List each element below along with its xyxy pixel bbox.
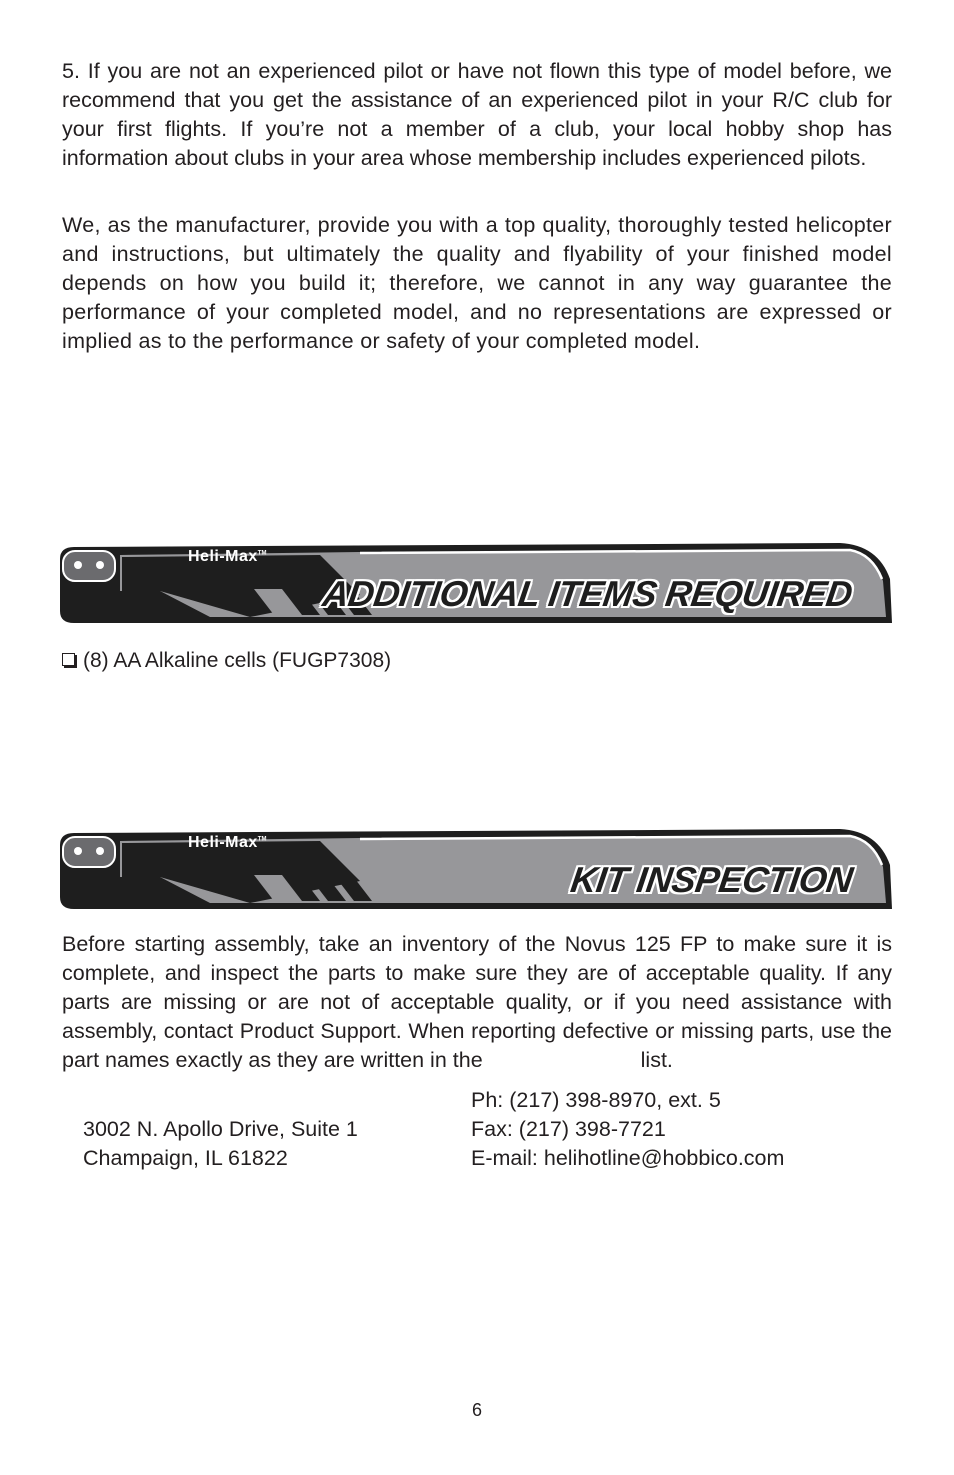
fax-number: Fax: (217) 398-7721 [471,1117,666,1141]
contact-details [471,1086,784,1173]
blade-hole-icon [74,847,82,855]
paragraph-experienced-pilot: 5. If you are not an experienced pilot or have not flown this type of model before, we recommend that you get the assistance of an experienced pilot in your R/C club for your first flights. If you’re not a member of a club, your local hobby shop has information about clubs in your area whose membership includes experienced pilots. [62,59,892,170]
email-address: E-mail: helihotline@hobbico.com [471,1146,785,1170]
section-banner-kit-inspection [60,829,894,911]
address-line: Champaign, IL 61822 [83,1146,288,1170]
section-title: KIT INSPECTION [568,859,855,900]
list-item-label: (8) AA Alkaline cells (FUGP7308) [83,649,392,672]
required-items-list [62,646,391,675]
page-number: 6 [471,1400,482,1420]
contact-address [83,1115,358,1173]
phone-number: Ph: (217) 398-8970, ext. 5 [471,1088,721,1112]
section-title: ADDITIONAL ITEMS REQUIRED [320,573,855,614]
paragraph-manufacturer-disclaimer: We, as the manufacturer, provide you with a top quality, thoroughly tested helicopter and instructions, but ultimately the quality and flyability of your finished model depends on how you build it; therefore, we cannot in any way guarantee the performance of your completed model, and no representations are expressed or implied as to the performance or safety of your completed model. [62,213,892,353]
paragraph-kit-inspection: Before starting assembly, take an inventory of the Novus 125 FP to make sure it is complete, and inspect the parts to make sure they are of acceptable quality. If any parts are missing or are not of acceptable quality, or if you need assistance with assembly, contact Product Support. When reporting defective or missing parts, use the part names exactly as they are written in the list. [62,932,892,1072]
checkbox-icon[interactable] [62,653,75,666]
brand-logo: Heli-Max™ [188,834,267,851]
section-banner-additional-items [60,543,894,625]
blade-hole-icon [96,561,104,569]
list-item [62,646,391,675]
address-line: 3002 N. Apollo Drive, Suite 1 [83,1117,358,1141]
blade-hole-icon [96,847,104,855]
brand-logo: Heli-Max™ [188,548,267,565]
blade-hole-icon [74,561,82,569]
